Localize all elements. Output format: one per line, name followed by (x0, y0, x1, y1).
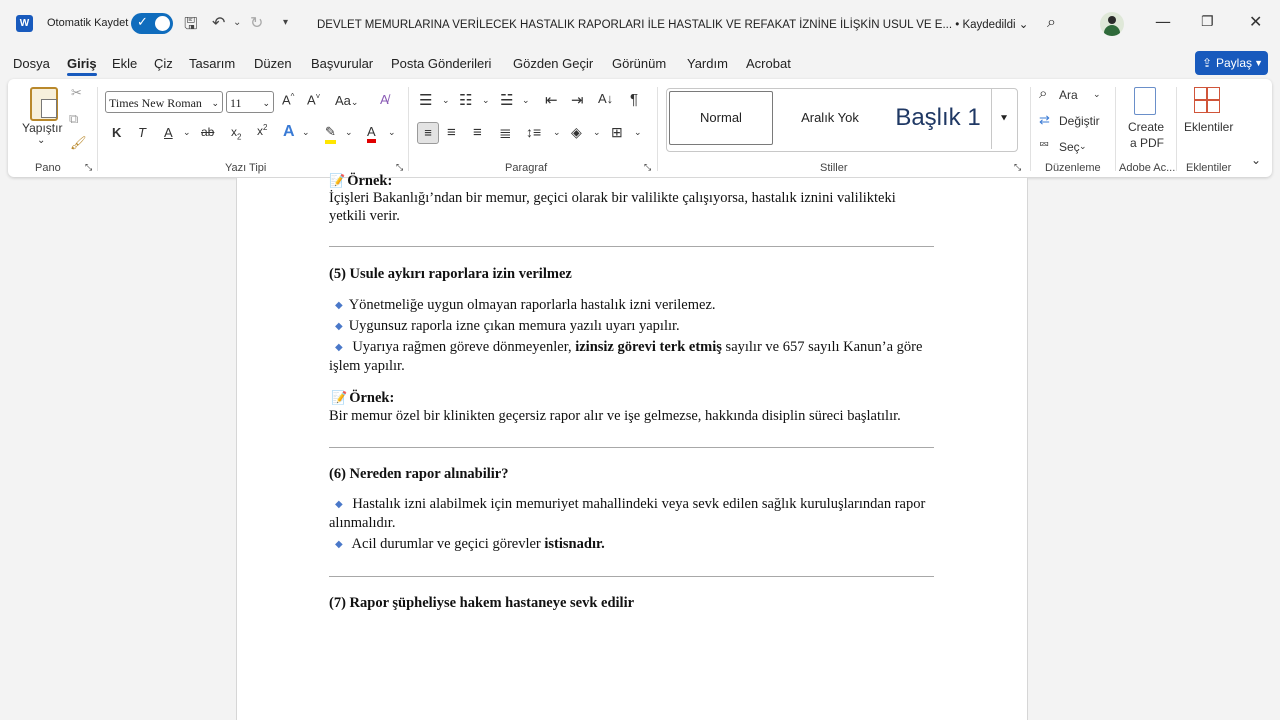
diamond-bullet-icon: ◆ (335, 300, 343, 311)
word-logo-icon: W (16, 15, 33, 32)
menu-basvurular[interactable]: Başvurular (311, 56, 374, 71)
autosave-toggle[interactable] (131, 13, 173, 34)
chevron-down-icon[interactable]: ⌄ (522, 95, 530, 105)
justify-icon[interactable]: ≣ (499, 125, 512, 142)
list-item: ◆ Uygunsuz raporla izne çıkan memura yazılı uyarı yapılır. (335, 318, 680, 334)
divider (329, 576, 934, 577)
chevron-down-icon: ⌄ (1018, 19, 1029, 31)
align-left-icon[interactable]: ≡ (417, 122, 439, 144)
styles-more-icon[interactable]: ⯆ (991, 89, 1016, 149)
undo-icon[interactable]: ↶ (212, 13, 226, 32)
chevron-down-icon[interactable]: ⌄ (1079, 141, 1087, 151)
chevron-down-icon[interactable]: ⌄ (553, 127, 561, 137)
change-case-button[interactable]: Aa⌄ (335, 93, 359, 108)
menu-duzen[interactable]: Düzen (254, 56, 292, 71)
paste-button[interactable]: Yapıştır (22, 121, 63, 135)
menu-bar (0, 50, 1280, 78)
search-icon[interactable]: ⌕ (1039, 85, 1048, 102)
strikethrough-icon[interactable]: ab (201, 125, 215, 139)
styles-gallery (666, 88, 1018, 152)
numbering-icon[interactable]: ☷ (459, 92, 473, 109)
autosave-label: Otomatik Kaydet (47, 17, 129, 29)
font-size-select[interactable]: 11 ⌄ (226, 91, 274, 113)
create-pdf-line1[interactable]: Create (1128, 120, 1165, 134)
group-label-adobe: Adobe Ac... (1119, 162, 1176, 174)
chevron-down-icon[interactable]: ⌄ (1093, 89, 1101, 99)
replace-icon[interactable]: ⇄ (1039, 112, 1050, 127)
multilevel-list-icon[interactable]: ☱ (500, 92, 514, 109)
search-icon[interactable]: ⌕ (1047, 12, 1056, 31)
menu-tasarim[interactable]: Tasarım (189, 56, 236, 71)
decrease-indent-icon[interactable]: ⇤ (545, 92, 558, 109)
redo-icon[interactable]: ↻ (250, 13, 264, 32)
sort-icon[interactable]: A↓ (598, 91, 614, 106)
grow-font-icon[interactable]: A^ (282, 92, 295, 108)
chevron-down-icon[interactable]: ⌄ (345, 127, 353, 137)
subscript-icon[interactable]: $x_2$ (231, 125, 242, 142)
diamond-bullet-icon: ◆ (335, 342, 343, 353)
create-pdf-line2[interactable]: a PDF (1130, 136, 1165, 150)
style-aralik-yok[interactable]: Aralık Yok (801, 110, 859, 125)
clear-formatting-icon[interactable]: A̸ (380, 92, 389, 107)
menu-acrobat[interactable]: Acrobat (746, 56, 791, 71)
chevron-down-icon[interactable]: ⌄ (442, 95, 450, 105)
collapse-ribbon-icon[interactable]: ⌄ (1251, 153, 1262, 167)
chevron-down-icon[interactable]: ⌄ (37, 135, 46, 146)
chevron-down-icon[interactable]: ⌄ (388, 127, 396, 137)
select-cursor-icon[interactable]: ⮹ (1039, 137, 1050, 152)
undo-dropdown-icon[interactable]: ⌄ (233, 17, 242, 28)
increase-indent-icon[interactable]: ⇥ (571, 92, 584, 109)
save-icon[interactable]: 🖫 (184, 14, 198, 33)
memo-icon: 📝 (329, 173, 346, 188)
save-state: • Kaydedildi (955, 19, 1016, 31)
example-1-line1: İçişleri Bakanlığı’ndan bir memur, geçici olarak bir valilikte çalışıyorsa, hastalık iznini valilikteki (329, 190, 896, 206)
chevron-down-icon[interactable]: ⌄ (183, 127, 191, 137)
diamond-bullet-icon: ◆ (335, 321, 343, 332)
diamond-bullet-icon: ◆ (335, 499, 343, 510)
menu-yardim[interactable]: Yardım (687, 56, 728, 71)
format-painter-icon[interactable]: 🖌 (70, 135, 87, 150)
chevron-down-icon[interactable]: ⌄ (593, 127, 601, 137)
document-title: DEVLET MEMURLARINA VERİLECEK HASTALIK RAPORLARI İLE HASTALIK VE REFAKAT İZNİNE İLİŞKİN USUL VE E... • Kaydedildi ⌄ (317, 19, 1029, 31)
bullets-icon[interactable]: ☰ (419, 92, 433, 109)
copy-icon[interactable]: ⧉ (69, 111, 79, 126)
list-item: ◆ Acil durumlar ve geçici görevler istisnadır. (335, 536, 605, 552)
dialog-launcher-icon[interactable]: ⤡ (396, 162, 404, 172)
divider (329, 246, 934, 247)
superscript-icon[interactable]: $x^2$ (257, 123, 268, 138)
customize-icon[interactable]: ▾ (283, 17, 289, 28)
paste-icon[interactable] (30, 87, 58, 121)
line-spacing-icon[interactable]: ↕≡ (526, 124, 542, 140)
chevron-down-icon: ▼ (1254, 58, 1263, 68)
dialog-launcher-icon[interactable]: ⤡ (1014, 162, 1022, 172)
font-color-icon[interactable]: A (367, 124, 376, 143)
highlight-icon[interactable]: ✎ (325, 124, 336, 144)
addins-button[interactable]: Eklentiler (1184, 120, 1234, 134)
cut-icon[interactable]: ✂ (71, 85, 82, 100)
style-normal[interactable]: Normal (669, 91, 773, 145)
list-item: ◆ Hastalık izni alabilmek için memuriyet mahallindeki veya sevk edilen sağlık kuruluşlarından rapor (335, 496, 926, 512)
divider (329, 447, 934, 448)
align-right-icon[interactable]: ≡ (473, 124, 482, 141)
menu-gorunum[interactable]: Görünüm (612, 56, 667, 71)
group-label-stiller: Stiller (820, 162, 848, 174)
align-center-icon[interactable]: ≡ (447, 124, 456, 141)
list-item: ◆ Uyarıya rağmen göreve dönmeyenler, izinsiz görevi terk etmiş sayılır ve 657 sayılı Kanun’a göre (335, 339, 923, 355)
example-2-label: 📝 Örnek: (331, 390, 395, 406)
menu-ekle[interactable]: Ekle (112, 56, 138, 71)
style-baslik-1[interactable]: Başlık 1 (895, 104, 981, 131)
example-2-text: Bir memur özel bir klinikten geçersiz rapor alır ve işe gelmezse, hakkında disiplin süreci başlatılır. (329, 408, 901, 424)
dialog-launcher-icon[interactable]: ⤡ (644, 162, 652, 172)
heading-6: (6) Nereden rapor alınabilir? (329, 466, 509, 482)
menu-dosya[interactable]: Dosya (13, 56, 50, 71)
share-icon: ⇪ (1202, 56, 1213, 70)
menu-giris[interactable]: Giriş (67, 56, 97, 71)
menu-gozden-gecir[interactable]: Gözden Geçir (513, 56, 594, 71)
shrink-font-icon[interactable]: A˅ (307, 92, 321, 108)
group-label-eklentiler: Eklentiler (1186, 162, 1232, 174)
list-item-continuation: işlem yapılır. (329, 358, 405, 374)
example-1-line2: yetkili verir. (329, 208, 400, 224)
pilcrow-icon[interactable]: ¶ (630, 91, 639, 108)
chevron-down-icon: ⌄ (211, 98, 219, 108)
menu-posta[interactable]: Posta Gönderileri (391, 56, 492, 71)
avatar[interactable] (1100, 12, 1124, 36)
example-1-label: 📝 Örnek: (329, 173, 393, 189)
bold-button[interactable]: K (112, 125, 122, 140)
create-pdf-icon[interactable] (1134, 87, 1156, 115)
memo-icon: 📝 (331, 390, 348, 405)
list-item: ◆ Yönetmeliğe uygun olmayan raporlarla hastalık izni verilemez. (335, 297, 716, 313)
group-label-yazi-tipi: Yazı Tipi (225, 162, 267, 174)
italic-button[interactable]: T (138, 125, 146, 140)
close-icon[interactable]: ✕ (1249, 12, 1263, 31)
group-label-pano: Pano (35, 162, 61, 174)
chevron-down-icon[interactable]: ⌄ (482, 95, 490, 105)
check-icon: ✓ (137, 15, 148, 30)
borders-icon[interactable]: ⊞ (611, 124, 623, 140)
font-family-select[interactable]: Times New Roman ⌄ (105, 91, 223, 113)
minimize-icon[interactable]: — (1155, 12, 1171, 31)
diamond-bullet-icon: ◆ (335, 539, 343, 550)
share-button[interactable]: ⇪ Paylaş ▼ (1195, 51, 1268, 75)
text-effects-icon[interactable]: A (283, 123, 295, 140)
chevron-down-icon[interactable]: ⌄ (634, 127, 642, 137)
find-button[interactable]: Ara (1059, 88, 1078, 102)
replace-button[interactable]: Değiştir (1059, 114, 1100, 128)
underline-button[interactable]: A (164, 125, 173, 140)
heading-7: (7) Rapor şüpheliyse hakem hastaneye sevk edilir (329, 595, 635, 611)
list-item-continuation: alınmalıdır. (329, 515, 396, 531)
shading-icon[interactable]: ◈ (571, 124, 582, 140)
menu-ciz[interactable]: Çiz (154, 56, 173, 71)
dialog-launcher-icon[interactable]: ⤡ (85, 162, 93, 172)
addins-icon[interactable] (1194, 87, 1220, 113)
group-label-paragraf: Paragraf (505, 162, 548, 174)
chevron-down-icon: ⌄ (262, 98, 270, 108)
group-label-duzenleme: Düzenleme (1045, 162, 1101, 174)
select-button[interactable]: Seç (1059, 140, 1080, 154)
title-bar (0, 0, 1280, 48)
heading-5: (5) Usule aykırı raporlara izin verilmez (329, 266, 572, 282)
toggle-knob (155, 16, 170, 31)
chevron-down-icon[interactable]: ⌄ (302, 127, 310, 137)
restore-icon[interactable]: ❐ (1201, 14, 1214, 30)
document-page[interactable] (236, 178, 1028, 720)
ribbon (8, 79, 1272, 177)
